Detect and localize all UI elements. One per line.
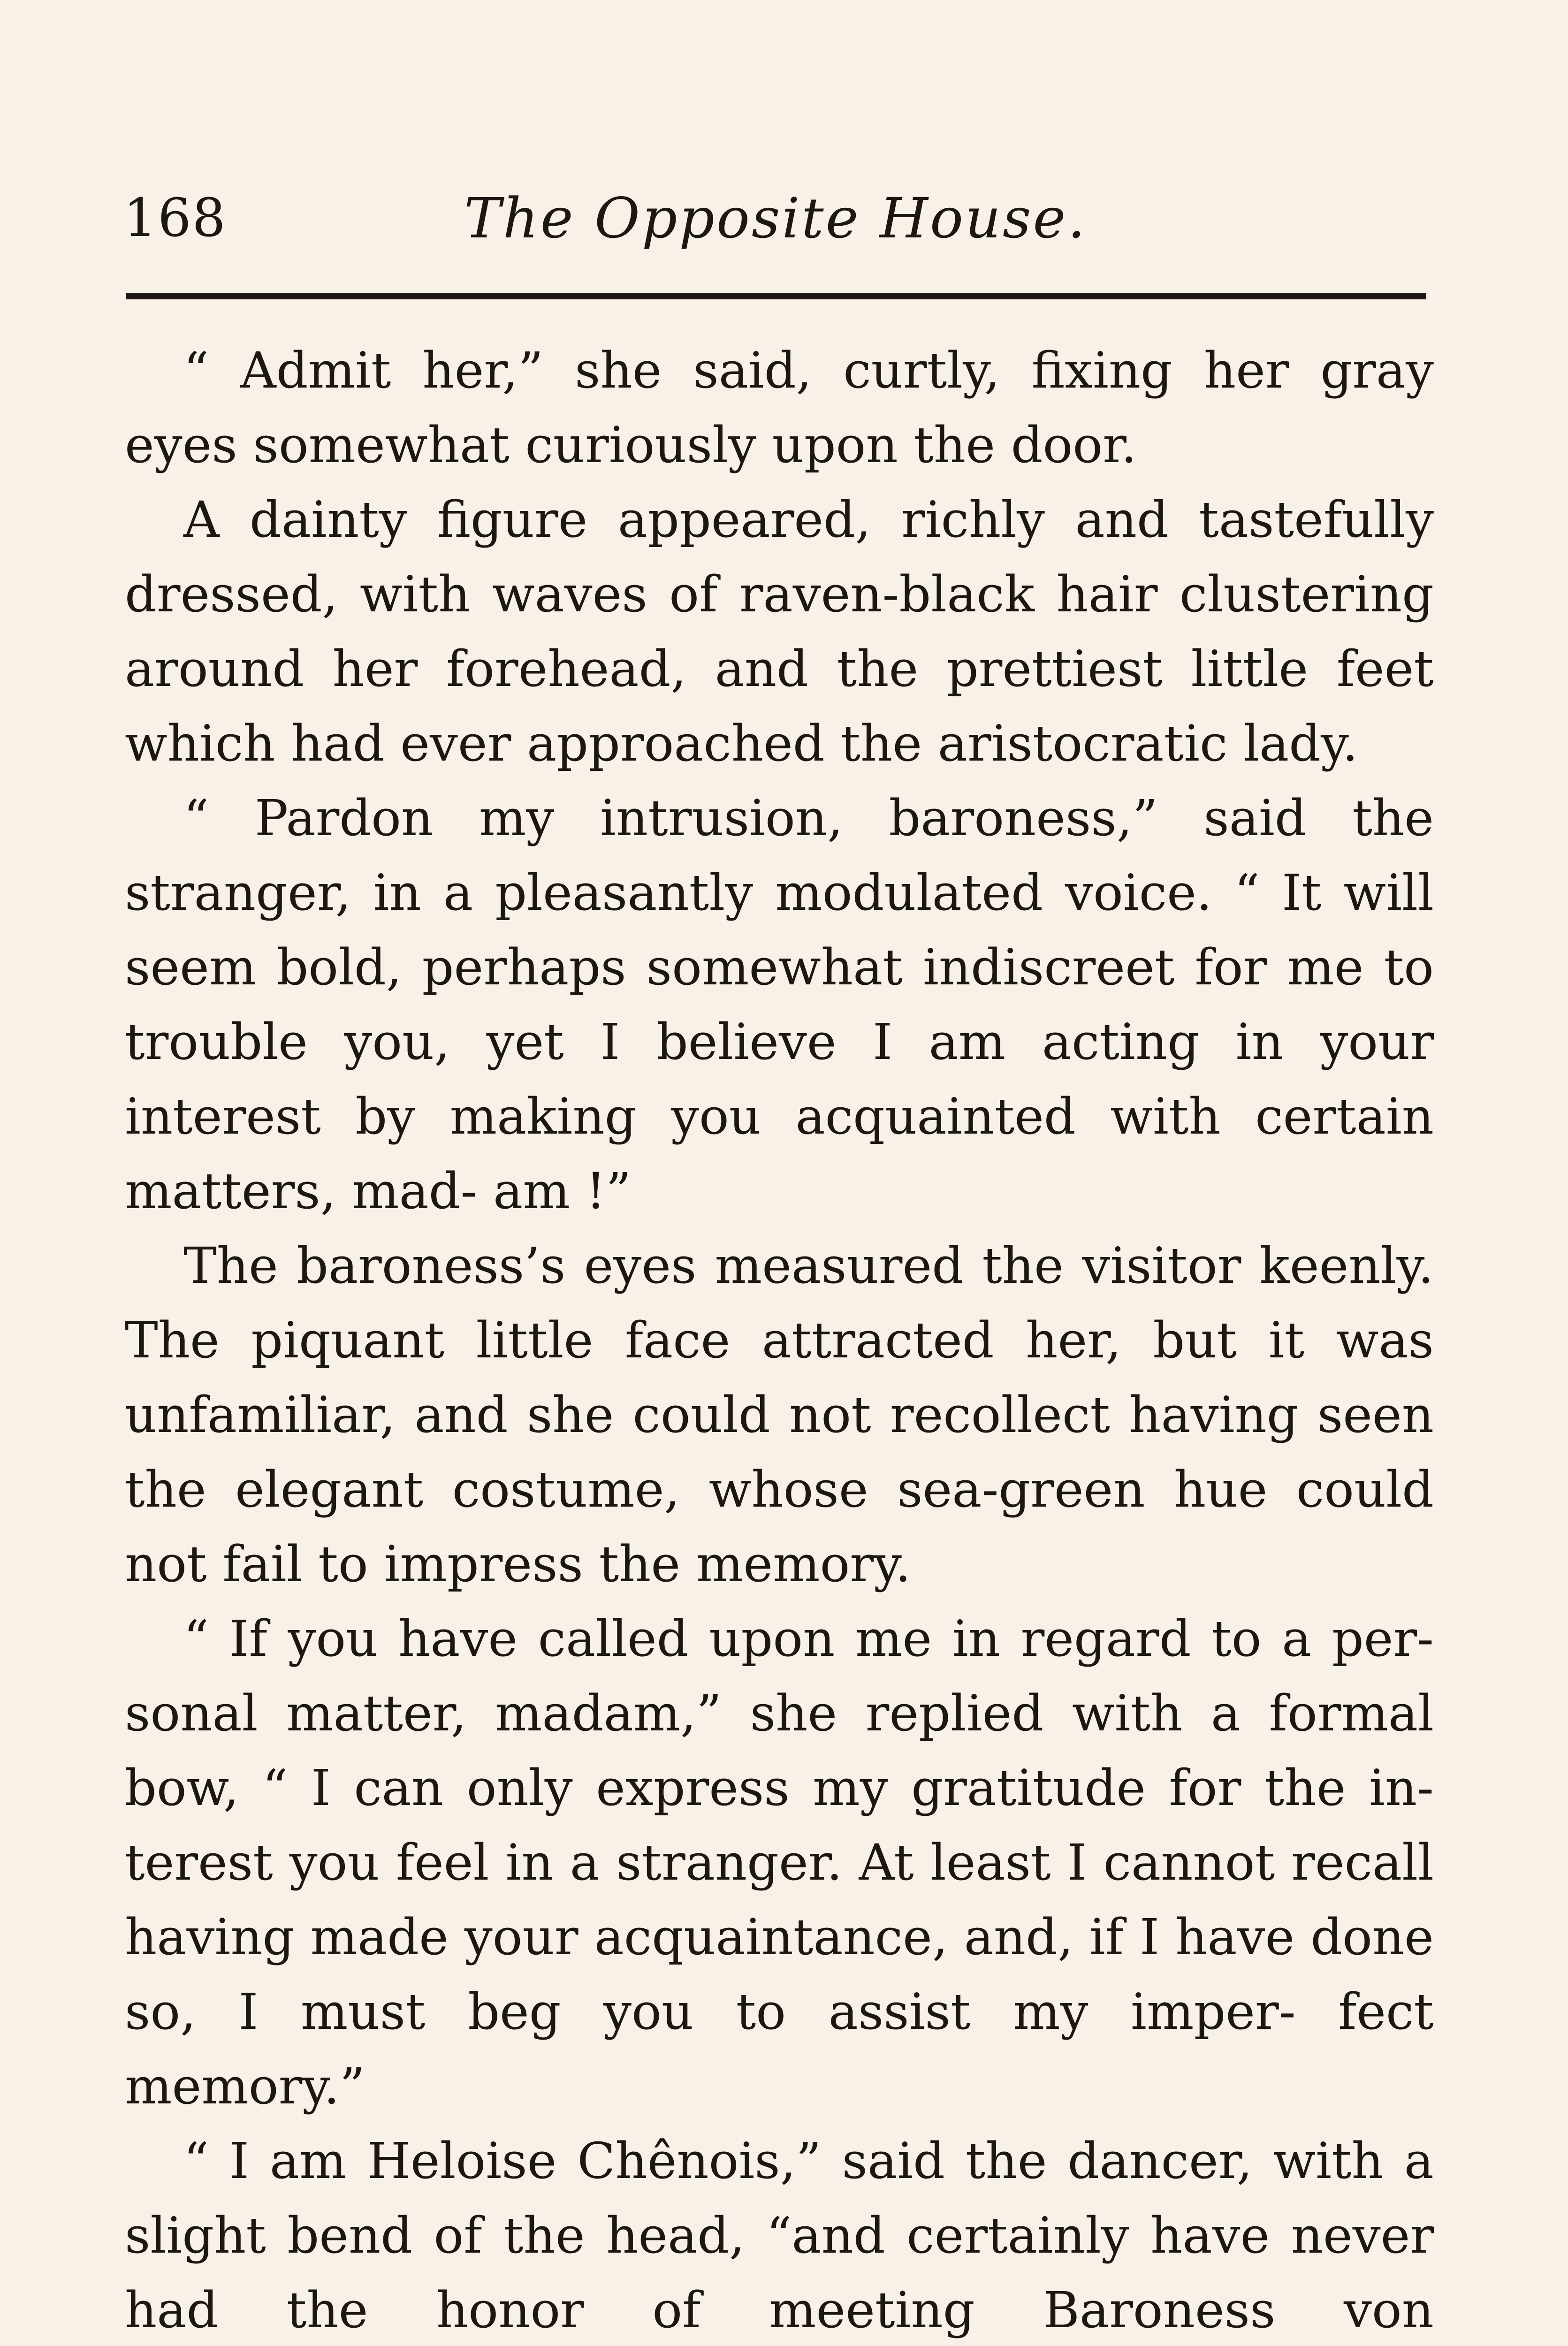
paragraph-4: The baroness’s eyes measured the visitor keenly. The piquant little face attracted her, but it was unfamiliar, and she could not recollect having seen the elegant costume, whose sea-green hue could not fail to impress the memory. bbox=[125, 1237, 1434, 1593]
page-header bbox=[123, 181, 1428, 256]
paragraph-1: “ Admit her,” she said, curtly, fixing her gray eyes somewhat curiously upon the door. bbox=[125, 342, 1434, 474]
body-text bbox=[125, 333, 1434, 2346]
paragraph-2: A dainty figure appeared, richly and tastefully dressed, with waves of raven-black hair clustering around her forehead, and the prettiest little feet which had ever approached the aristocratic lady. bbox=[125, 491, 1434, 772]
paragraph-3: “ Pardon my intrusion, baroness,” said the stranger, in a pleasantly modulated voice. “ It will seem bold, perhaps somewhat indiscreet for me to trouble you, yet I believe I am acting in your interest by making you acquainted with certain matters, mad- am !” bbox=[125, 789, 1434, 1220]
paragraph-5: “ If you have called upon me in regard to a per- sonal matter, madam,” she replied with a formal bow, “ I can only express my gratitude for the in- terest you feel in a stranger. At least I cannot recall having made your acquaintance, and, if I have done so, I must beg you to assist my imper- fect memory.” bbox=[125, 1610, 1434, 2115]
running-title: The Opposite House. bbox=[464, 186, 1087, 251]
paragraph-6: “ I am Heloise Chênois,” said the dancer, with a slight bend of the head, “and certainly have never had the honor of meeting Baroness von bbox=[125, 2132, 1434, 2339]
page-number: 168 bbox=[123, 188, 227, 249]
header-rule bbox=[126, 293, 1426, 299]
